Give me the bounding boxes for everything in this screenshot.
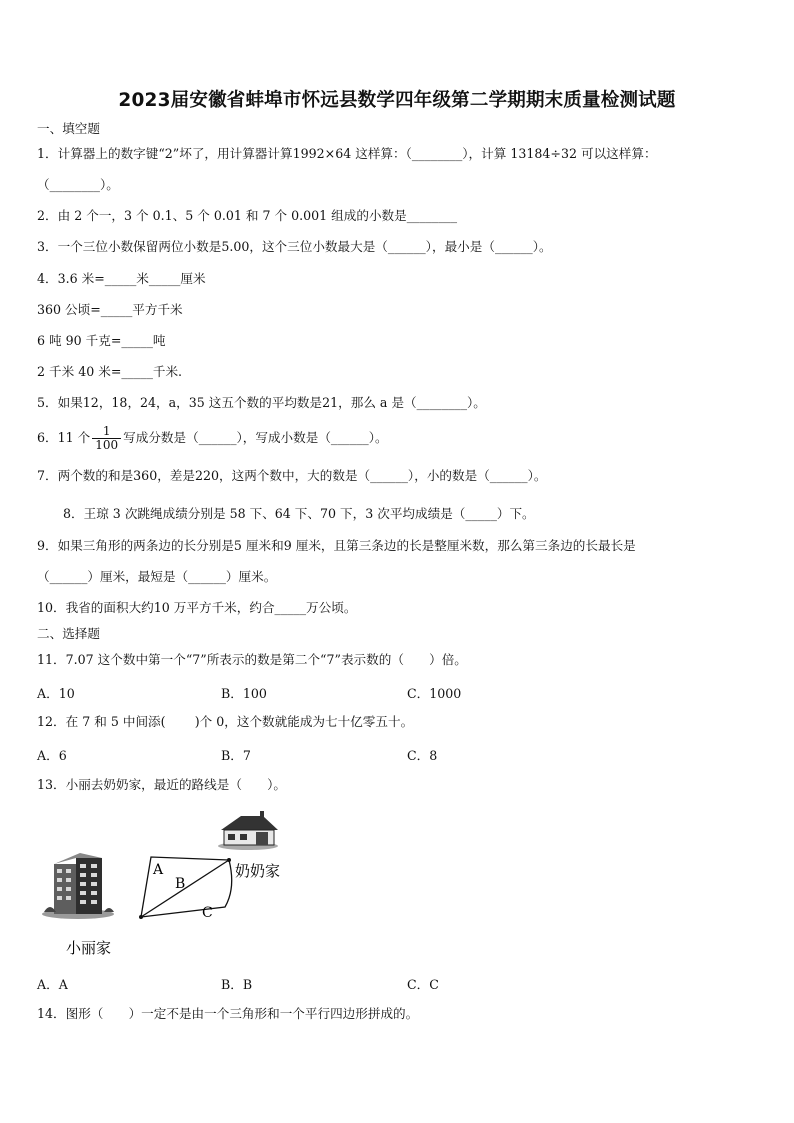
fraction-one-hundredth bbox=[92, 425, 121, 452]
fraction-denominator: 100 bbox=[92, 438, 121, 452]
question-2: 2．由 2 个一，3 个 0.1、5 个 0.01 和 7 个 0.001 组成的小数是________ bbox=[37, 208, 458, 223]
grandma-home-label: 奶奶家 bbox=[235, 862, 281, 880]
question-6 bbox=[37, 424, 388, 452]
route-label-a: A bbox=[153, 862, 164, 878]
question-9-line-2: （______）厘米，最短是（______）厘米。 bbox=[37, 569, 277, 584]
question-10: 10．我省的面积大约10 万平方千米，约合_____万公顷。 bbox=[37, 600, 357, 615]
q11-option-b[interactable]: B．100 bbox=[221, 686, 267, 701]
section-heading-multiple-choice: 二、选择题 bbox=[37, 626, 100, 641]
question-3: 3．一个三位小数保留两位小数是5.00，这个三位小数最大是（______），最小是（______）。 bbox=[37, 239, 552, 254]
question-8: 8．王琼 3 次跳绳成绩分别是 58 下、64 下、70 下，3 次平均成绩是（_____）下。 bbox=[63, 506, 535, 521]
xiaoli-home-label: 小丽家 bbox=[66, 939, 112, 957]
apartment-building-icon bbox=[42, 853, 114, 919]
question-11: 11．7.07 这个数中第一个“7”所表示的数是第二个“7”表示数的（ ）倍。 bbox=[37, 652, 467, 667]
q12-option-a[interactable]: A．6 bbox=[37, 748, 67, 763]
q11-option-a[interactable]: A．10 bbox=[37, 686, 75, 701]
q13-option-b[interactable]: B．B bbox=[221, 977, 253, 992]
q13-option-a[interactable]: A．A bbox=[37, 977, 68, 992]
question-9-line-1: 9．如果三角形的两条边的长分别是5 厘米和9 厘米，且第三条边的长是整厘米数，那么第三条边的长最长是 bbox=[37, 538, 636, 553]
question-6-prefix: 6．11 个 bbox=[37, 430, 91, 445]
question-4-line-1: 4．3.6 米=_____米_____厘米 bbox=[37, 271, 206, 286]
question-12: 12．在 7 和 5 中间添( )个 0，这个数就能成为七十亿零五十。 bbox=[37, 714, 414, 729]
house-icon bbox=[218, 811, 278, 850]
question-1-line-2: （________）。 bbox=[37, 177, 119, 192]
question-4-line-4: 2 千米 40 米=_____千米. bbox=[37, 364, 183, 379]
route-map-figure bbox=[38, 808, 308, 963]
question-6-suffix: 写成分数是（______），写成小数是（______）。 bbox=[123, 430, 388, 445]
question-4-line-3: 6 吨 90 千克=_____吨 bbox=[37, 333, 166, 348]
question-13: 13．小丽去奶奶家，最近的路线是（ ）。 bbox=[37, 777, 287, 792]
route-label-c: C bbox=[202, 905, 213, 921]
question-5: 5．如果12，18，24，a，35 这五个数的平均数是21，那么 a 是（________）。 bbox=[37, 395, 486, 410]
q12-option-b[interactable]: B．7 bbox=[221, 748, 251, 763]
section-heading-fill-blank: 一、填空题 bbox=[37, 121, 100, 136]
question-7: 7．两个数的和是360，差是220，这两个数中，大的数是（______），小的数是（______）。 bbox=[37, 468, 547, 483]
q11-option-c[interactable]: C．1000 bbox=[407, 686, 462, 701]
route-label-b: B bbox=[175, 876, 186, 892]
q12-option-c[interactable]: C．8 bbox=[407, 748, 438, 763]
fraction-numerator: 1 bbox=[102, 424, 111, 438]
page-title: 2023届安徽省蚌埠市怀远县数学四年级第二学期期末质量检测试题 bbox=[118, 90, 676, 111]
question-4-line-2: 360 公顷=_____平方千米 bbox=[37, 302, 183, 317]
question-1-line-1: 1．计算器上的数字键“2”坏了，用计算器计算1992×64 这样算：（________），计算 13184÷32 可以这样算： bbox=[37, 146, 657, 161]
question-14: 14．图形（ ）一定不是由一个三角形和一个平行四边形拼成的。 bbox=[37, 1006, 419, 1021]
q13-option-c[interactable]: C．C bbox=[407, 977, 439, 992]
